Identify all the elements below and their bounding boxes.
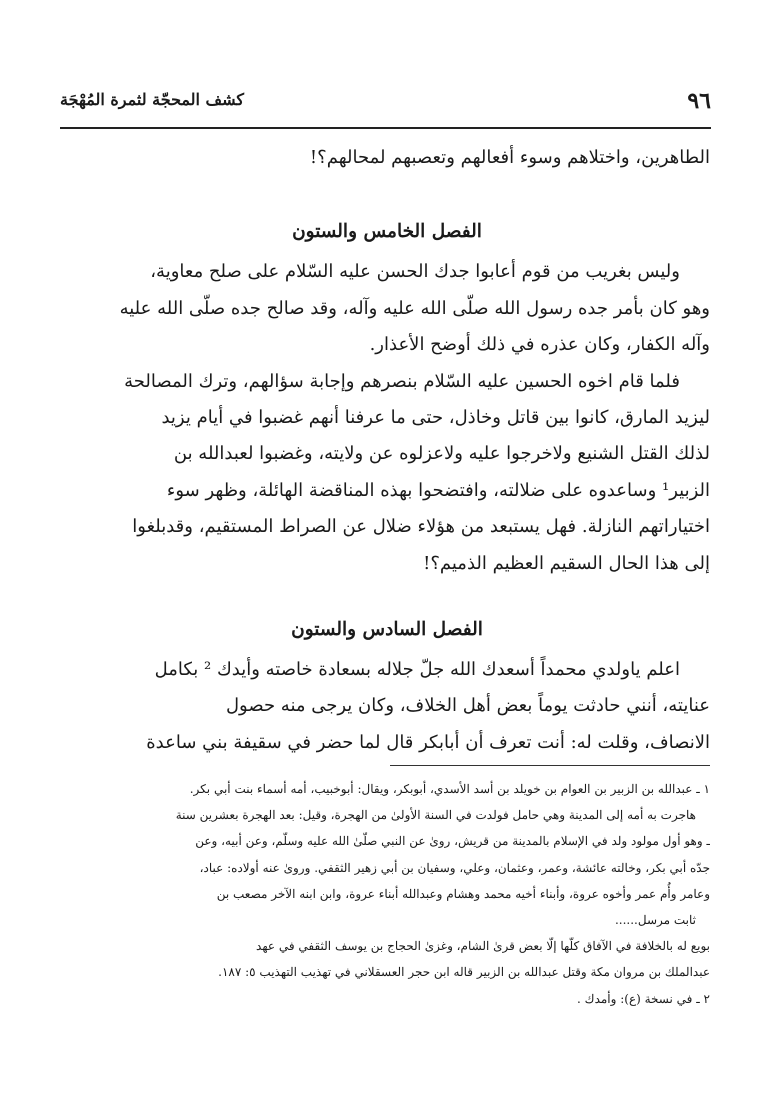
opening-line: الطاهرين، واختلاهم وسوء أفعالهم وتعصبهم لمحالهم؟! — [309, 147, 710, 168]
footnote-line: ٢ ـ في نسخة (ع): وأمدك . — [577, 991, 710, 1006]
paragraph-line: اختياراتهم النازلة. فهل يستبعد من هؤلاء ضلال عن الصراط المستقيم، وقدبلغوا — [132, 516, 710, 538]
section-heading-66: الفصل السادس والستون — [291, 618, 483, 640]
paragraph-line: فلما قام اخوه الحسين عليه السّلام بنصرهم وإجابة سؤالهم، وترك المصالحة — [124, 370, 680, 392]
running-title: كشف المحجّة لثمرة المُهْجَة — [60, 90, 244, 109]
main-text — [64, 140, 710, 761]
footnotes — [64, 776, 710, 1012]
page-number: ٩٦ — [687, 88, 711, 114]
footnote-line: جدّه أبي بكر، وخالته عائشة، وعمر، وعثمان، وعلي، وسفيان بن أبي زهير الثقفي. وروىٰ عنه أولاده: عباد، — [199, 860, 710, 875]
footnote-line: بويع له بالخلافة في الآفاق كلّها إلّا بعض قرىٰ الشام، وغزىٰ الحجاج بن يوسف الثقفي في عهد — [256, 939, 710, 954]
paragraph-line: وهو كان بأمر جده رسول الله صلّى الله عليه وآله، وقد صالح جده صلّى الله عليه — [119, 297, 710, 319]
paragraph-line: وليس بغريب من قوم أعابوا جدك الحسن عليه السّلام على صلح معاوية، — [150, 261, 680, 283]
section-heading-65: الفصل الخامس والستون — [292, 221, 482, 243]
paragraph-line: إلى هذا الحال السقيم العظيم الذميم؟! — [423, 552, 710, 574]
paragraph-line: ليزيد المارق، كانوا بين قاتل وخاذل، حتى ما عرفنا أنهم غضبوا في أيام يزيد — [161, 406, 710, 428]
footnote-line: ١ ـ عبدالله بن الزبير بن العوام بن خويلد بن أسد الأسدي، أبوبكر، ويقال: أبوخبيب، أمه أسماء بنت أبي بكر. — [189, 782, 710, 796]
footnote-line: هاجرت به أمه إلى المدينة وهي حامل فولدت في السنة الأولىٰ من الهجرة، وقيل: بعد الهجرة بعشرين سنة — [175, 808, 696, 823]
footnote-line: عبدالملك بن مروان مكة وقتل عبدالله بن الزبير قاله ابن حجر العسقلاني في تهذيب التهذيب ٥: ١٨٧. — [218, 965, 710, 980]
paragraph-line: عنايته، أنني حادثت يوماً بعض أهل الخلاف، وكان يرجى منه حصول — [225, 695, 710, 717]
footnote-divider — [390, 765, 710, 766]
spacer — [64, 176, 710, 210]
paragraph-line: الانصاف، وقلت له: أنت تعرف أن أبابكر قال لما حضر في سقيفة بني ساعدة — [146, 731, 710, 753]
header-divider — [60, 127, 711, 129]
paragraph-line: لذلك القتل الشنيع ولاخرجوا عليه ولاعزلوه عن ولايته، وغضبوا لعبدالله بن — [173, 443, 710, 465]
paragraph-line: اعلم ياولدي محمداً أسعدك الله جلّ جلاله بسعادة خاصته وأيدك ² بكامل — [154, 658, 680, 680]
footnote-line: ثابت مرسل...... — [614, 912, 696, 927]
paragraph-line: الزبير¹ وساعدوه على ضلالته، وافتضحوا بهذه المناقضة الهائلة، وظهر سوء — [166, 479, 710, 501]
paragraph-line: وآله الكفار، وكان عذره في ذلك أوضح الأعذار. — [369, 334, 710, 356]
footnote-line: وعامر وأُم عمر وأخوه عروة، وأبناء أخيه محمد وهشام وعبدالله أبناء عروة، وابن ابنه الآخر مصعب بن — [216, 886, 710, 901]
spacer — [64, 582, 710, 608]
page-header — [60, 88, 711, 118]
footnote-line: ـ وهو أول مولود ولد في الإسلام بالمدينة من قريش، روىٰ عن النبي صلّىٰ الله عليه وسلّم، وعن أبيه، وعن — [195, 834, 710, 849]
